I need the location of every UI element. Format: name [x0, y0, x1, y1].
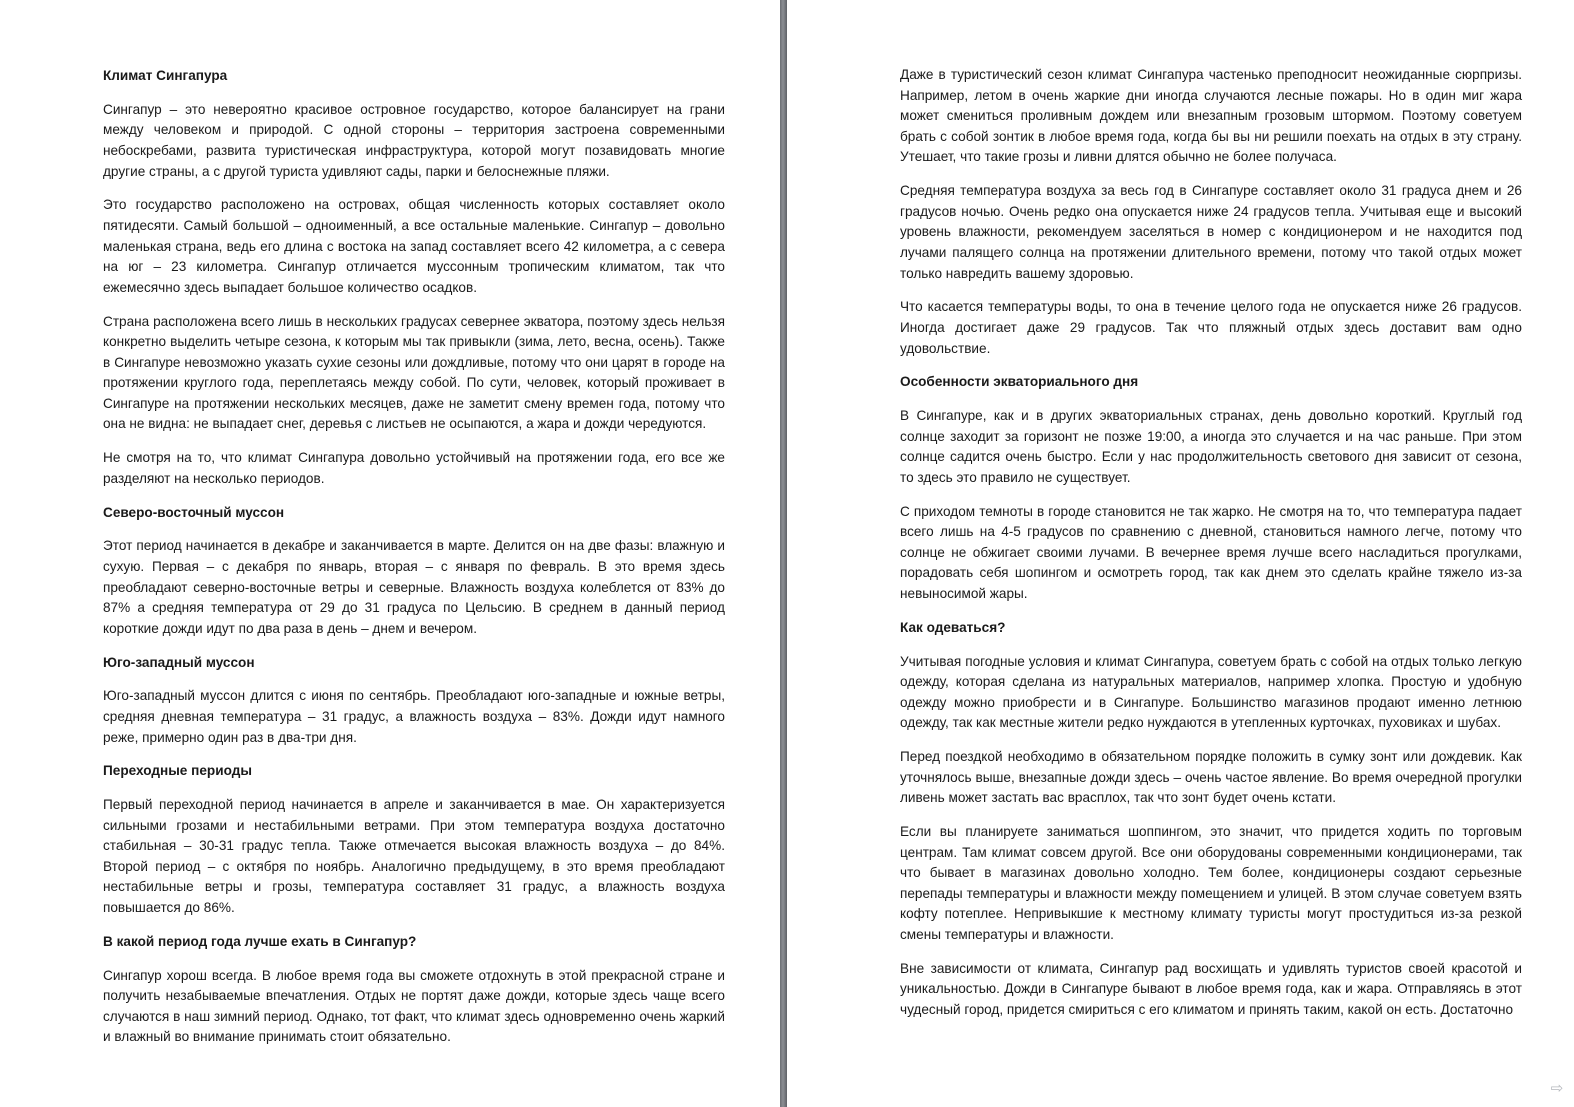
paragraph: Учитывая погодные условия и климат Сингапура, советуем брать с собой на отдых только легкую одежду, которая сделана из натуральных материалов, например хлопка. Простую и удобную одежду можно приобрести и в Сингапуре. Большинство магазинов продают именно летнюю одежду, так как местные жители редко нуждаются в утепленных курточках, пуховиках и шубах. [900, 653, 1522, 731]
paragraph: Первый переходной период начинается в апреле и заканчивается в мае. Он характеризуется сильными грозами и нестабильными ветрами. При этом температура воздуха достаточно стабильная – 30-31 градус тепла. Также отмечается высокая влажность воздуха – до 84%. Второй период – с октября по ноябрь. Аналогично предыдущему, в это время преобладают нестабильные ветры и грозы, температура составляет 31 градус, а влажность воздуха повышается до 86%. [103, 797, 725, 916]
section-heading: Юго-западный муссон [103, 654, 255, 670]
section-heading: В какой период года лучше ехать в Сингапур? [103, 933, 417, 949]
section-heading: Особенности экваториального дня [900, 374, 1139, 390]
paragraph: Юго-западный муссон длится с июня по сентябрь. Преобладают юго-западные и южные ветры, средняя дневная температура – 31 градус, а влажность воздуха – 83%. Дожди идут намного реже, примерно один раз в два-три дня. [103, 688, 725, 745]
paragraph: Сингапур хорош всегда. В любое время года вы сможете отдохнуть в этой прекрасной стране и получить незабываемые впечатления. Отдых не портят даже дожди, которые здесь чаще всего случаются в наш зимний период. Однако, тот факт, что климат здесь одновременно очень жаркий и влажный во внимание принимать стоит обязательно. [103, 967, 725, 1045]
paragraph: Страна расположена всего лишь в нескольких градусах севернее экватора, поэтому здесь нельзя конкретно выделить четыре сезона, к которым мы так привыкли (зима, лето, весна, осень). Также в Сингапуре невозможно указать сухие сезоны или дождливые, потому что они царят в городе на протяжении круглого года, переплетаясь между собой. По сути, человек, который проживает в Сингапуре на протяжении нескольких месяцев, даже не заметит смену времен года, потому что она не видна: не выпадает снег, деревья с листьев не осыпаются, а жара и дожди чередуются. [103, 313, 725, 432]
section-heading: Переходные периоды [103, 763, 252, 779]
paragraph: Что касается температуры воды, то она в течение целого года не опускается ниже 26 градусов. Иногда достигает даже 29 градусов. Так что пляжный отдых здесь доставит вам одно удовольствие. [900, 299, 1522, 356]
paragraph: Средняя температура воздуха за весь год в Сингапуре составляет около 31 градуса днем и 26 градусов ночью. Очень редко она опускается ниже 24 градусов тепла. Учитывая еще и высокий уровень влажности, рекомендуем заселяться в номер с кондиционером и не находится под лучами палящего солнца на протяжении длительного времени, потому что такой отдых может только навредить вашему здоровью. [900, 183, 1522, 281]
paragraph: Перед поездкой необходимо в обязательном порядке положить в сумку зонт или дождевик. Как уточнялось выше, внезапные дожди здесь – очень частое явление. Во время очередной прогулки ливень может застать вас врасплох, так что зонт будет очень кстати. [900, 749, 1522, 806]
page-left [0, 0, 780, 1107]
paragraph: Этот период начинается в декабре и заканчивается в марте. Делится он на две фазы: влажную и сухую. Первая – с декабря по январь, вторая – с января по февраль. В это время здесь преобладают северно-восточные ветры и северные. Влажность воздуха колеблется от 83% до 87% а средняя температура от 29 до 31 градуса по Цельсию. В среднем в данный период короткие дожди идут по два раза в день – днем и вечером. [103, 538, 725, 636]
section-heading: Климат Сингапура [103, 68, 228, 83]
paragraph: Это государство расположено на островах, общая численность которых составляет около пятидесяти. Самый большой – одноименный, а все остальные маленькие. Сингапур – довольно маленькая страна, ведь его длина с востока на запад составляет всего 42 километра, а с севера на юг – 23 километра. Сингапур отличается муссонным тропическим климатом, так что ежемесячно здесь выпадает большое количество осадков. [103, 197, 725, 295]
paragraph: Сингапур – это невероятно красивое островное государство, которое балансирует на грани между человеком и природой. С одной стороны – территория застроена современными небоскребами, развита туристическая инфраструктура, которой могут позавидовать многие другие страны, а с другой туриста удивляют сады, парки и белоснежные пляжи. [103, 101, 725, 179]
paragraph: Даже в туристический сезон климат Сингапура частенько преподносит неожиданные сюрпризы. Например, летом в очень жаркие дни иногда случаются лесные пожары. Но в один миг жара может смениться проливным дождем или внезапным грозовым штормом. Поэтому советуем брать с собой зонтик в любое время года, когда бы вы ни решили поехать на отдых в эту страну. Утешает, что такие грозы и ливни длятся обычно не более получаса. [900, 67, 1522, 165]
next-page-arrow-icon[interactable]: ⇨ [1550, 1079, 1564, 1097]
page-divider [780, 0, 787, 1107]
page-left-content [103, 66, 725, 1061]
paragraph: Если вы планируете заниматься шоппингом, это значит, что придется ходить по торговым центрам. Там климат совсем другой. Все они оборудованы современными кондиционерами, так что бывает в магазинах довольно холодно. Тем более, кондиционеры создают серьезные перепады температуры и влажности между помещением и улицей. В этом случае советуем взять кофту потеплее. Непривыкшие к местному климату туристы могут простудиться из-за резкой смены температуры и влажности. [900, 824, 1522, 943]
section-heading: Как одеваться? [900, 619, 1006, 635]
page-right-content [900, 65, 1522, 1034]
paragraph: В Сингапуре, как и в других экваториальных странах, день довольно короткий. Круглый год солнце заходит за горизонт не позже 19:00, а иногда это случается и на час раньше. При этом солнце садится очень быстро. Если у нас продолжительность светового дня зависит от сезона, то здесь это правило не существует. [900, 408, 1522, 485]
paragraph: С приходом темноты в городе становится не так жарко. Не смотря на то, что температура падает всего лишь на 4-5 градусов по сравнению с дневной, становиться намного легче, потому что солнце не обжигает своими лучами. В вечернее время лучше всего насладиться прогулками, порадовать себя шопингом и осмотреть город, так как днем это сделать крайне тяжело из-за невыносимой жары. [900, 503, 1522, 601]
paragraph: Вне зависимости от климата, Сингапур рад восхищать и удивлять туристов своей красотой и уникальностью. Дожди в Сингапуре бывают в любое время года, как и жара. Отправляясь в этот чудесный город, придется смириться с его климатом и принять таким, какой он есть. Достаточно [900, 960, 1522, 1018]
section-heading: Северо-восточный муссон [103, 504, 285, 520]
paragraph: Не смотря на то, что климат Сингапура довольно устойчивый на протяжении года, его все же разделяют на несколько периодов. [103, 450, 725, 486]
page-right [787, 0, 1574, 1107]
